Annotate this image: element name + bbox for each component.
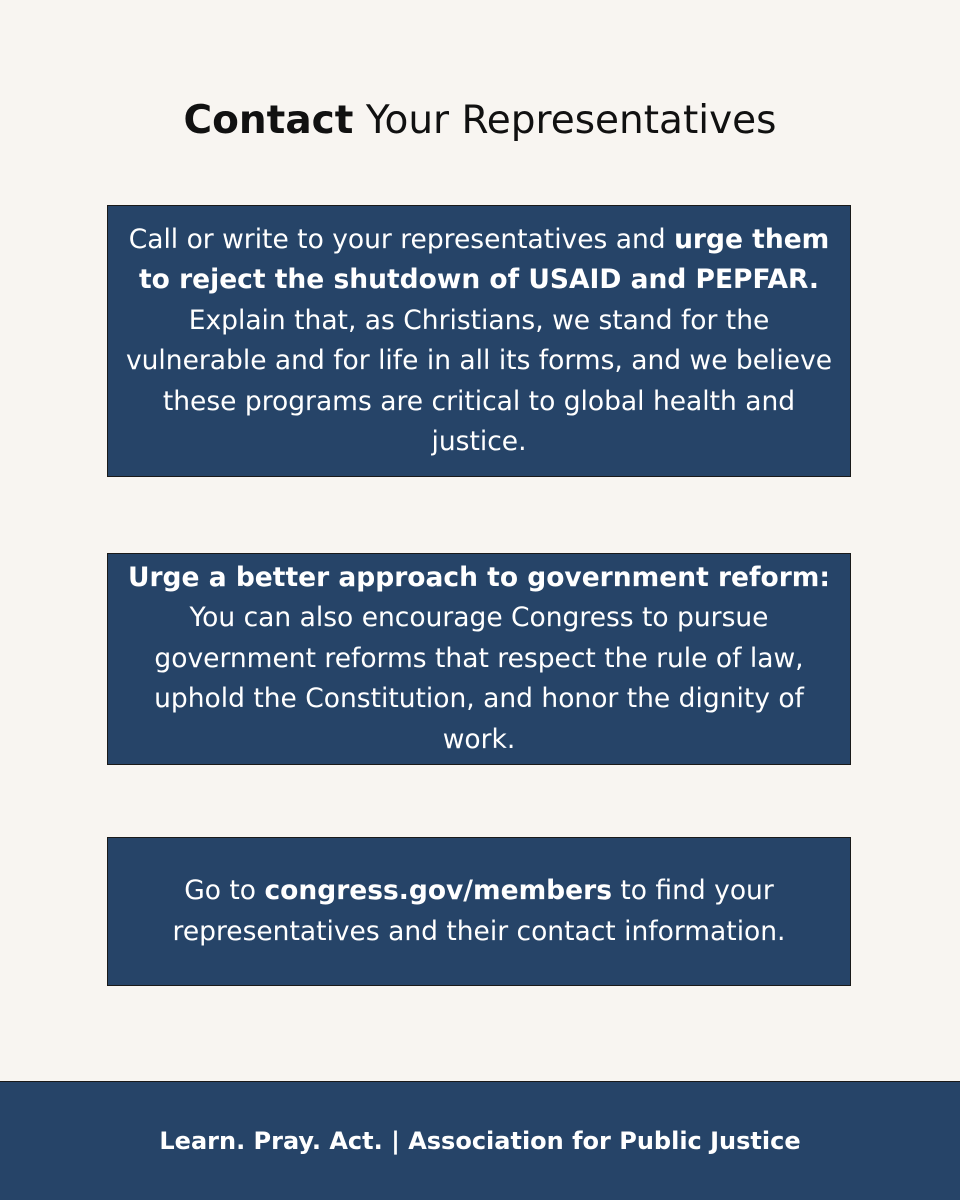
footer-text: Learn. Pray. Act. | Association for Public Justice (159, 1127, 801, 1155)
card-text (122, 558, 836, 761)
call-to-action-card (107, 205, 851, 477)
find-representatives-card (107, 837, 851, 986)
page-title (0, 96, 960, 146)
card-rest: to find your representatives and their contact information. (172, 875, 786, 947)
card-lead: Go to (184, 875, 265, 906)
card-emphasis: urge them to reject the shutdown of USAID and PEPFAR. (138, 223, 830, 295)
card-rest: You can also encourage Congress to pursue government reforms that respect the rule of law, uphold the Constitution, and honor the dignity of work. (154, 602, 804, 755)
card-text (122, 220, 836, 463)
footer-banner (0, 1081, 960, 1200)
page-title-bold: Contact (183, 98, 354, 143)
page-title-rest: Your Representatives (365, 98, 777, 143)
reform-approach-card (107, 553, 851, 765)
card-lead: Call or write to your representatives and (128, 223, 675, 255)
congress-link: congress.gov/members (264, 875, 612, 906)
card-heading: Urge a better approach to government reform: (127, 561, 831, 593)
card-text (122, 871, 836, 952)
card-rest: Explain that, as Christians, we stand for the vulnerable and for life in all its forms, and we believe these programs are critical to global health and justice. (125, 304, 833, 457)
